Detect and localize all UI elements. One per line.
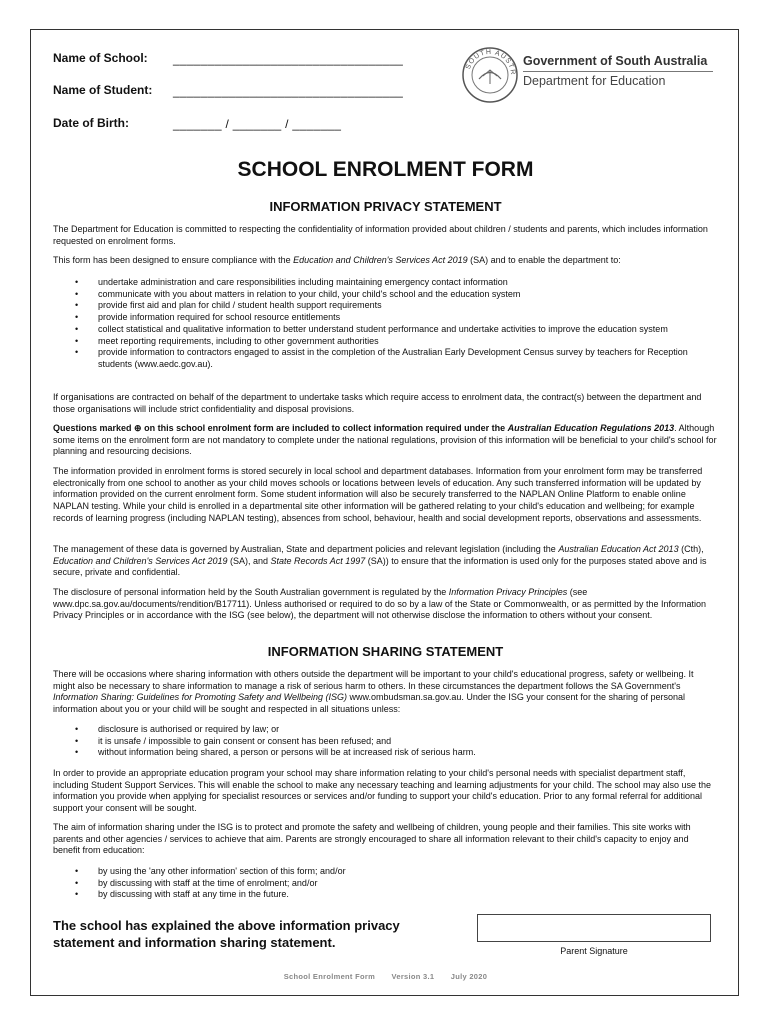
privacy-paragraph-5: The information provided in enrolment forms is stored securely in local school and department databases. Information from your enrolment form may be transferred electronically from one school to another as your child moves schools or locations between levels of education. Any such transferred information will be updated by information provided on the current enrolment form. Some student information will also be securely transferred to the NAPLAN Online Platform to enable online NAPLAN testing. While your child is enrolled in a departmental site other information will be gathered relating to your child's education and wellbeing; for example records of learning progress (including NAPLAN testing), absences from school, behaviour, health and social development reports, observations and assessments. (53, 466, 703, 523)
list-item: • by discussing with staff at any time in the future. (53, 889, 717, 901)
government-name: Government of South Australia (523, 54, 708, 68)
dob-field[interactable]: _______ / _______ / _______ (173, 117, 342, 131)
privacy-paragraph-7: The disclosure of personal information held by the South Australian government is regulated by the Information Privacy Principles (see www.dpc.sa.gov.au/documents/rendition/B17711). Unless authorised or required to do so by a law of the State or Commonwealth, or as permitted by the Information Privacy Principles or in accordance with the ISG (see below), the department will not otherwise disclose the information to others without your consent. (53, 587, 707, 621)
list-item: • it is unsafe / impossible to gain consent or consent has been refused; and (53, 736, 717, 748)
list-item: • provide information to contractors engaged to assist in the completion of the Australian Early Development Census survey by teachers for Reception students (www.aedc.gov.au). (53, 347, 717, 370)
dob-label: Date of Birth: (53, 116, 129, 130)
logo-divider (523, 71, 713, 72)
privacy-purpose-list (53, 277, 717, 371)
privacy-paragraph-4: Questions marked ⊕ on this school enrolment form are included to collect information required under the Australian Education Regulations 2013. Although some items on the enrolment form are not mandatory to complete under the national regulations, provision of this information will be beneficial to your child's school for planning and resourcing decisions. (53, 423, 717, 457)
list-item: • by discussing with staff at the time of enrolment; and/or (53, 878, 717, 890)
list-item: • collect statistical and qualitative information to better understand student performance and undertake activities to improve the education system (53, 324, 717, 336)
list-item: • communicate with you about matters in relation to your child, your child's school and the education system (53, 289, 717, 301)
department-name: Department for Education (523, 74, 666, 88)
list-item: • meet reporting requirements, including to other government authorities (53, 336, 717, 348)
page-title: SCHOOL ENROLMENT FORM (237, 158, 534, 181)
privacy-paragraph-3: If organisations are contracted on behalf of the department to undertake tasks which require access to enrolment data, the contract(s) between the department and those organisations will include strict confidentiality and disposal provisions. (53, 392, 702, 414)
sharing-heading: INFORMATION SHARING STATEMENT (267, 644, 504, 659)
parent-signature-label: Parent Signature (560, 946, 628, 956)
school-name-label: Name of School: (53, 51, 148, 65)
list-item: • provide information required for school resource entitlements (53, 312, 717, 324)
list-item: • disclosure is authorised or required by law; or (53, 724, 717, 736)
sharing-paragraph-3: The aim of information sharing under the ISG is to protect and promote the safety and wellbeing of children, young people and their families. This site works with parents and other agencies / services to achieve that aim. Parents are strongly encouraged to share all information relevant to their child's capacity to enjoy and benefit from education: (53, 822, 691, 856)
form-page (30, 29, 739, 996)
student-name-field[interactable]: _________________________________ (173, 84, 404, 98)
sharing-paragraph-1: There will be occasions where sharing information with others outside the department will be important to your child's educational progress, safety or wellbeing. It might also be necessary to share information to manage a risk of serious harm to others. In these circumstances the department follows the SA Government's Information Sharing: Guidelines for Promoting Safety and Wellbeing (ISG) www.ombudsman.sa.gov.au. Under the ISG your consent for the sharing of personal information about you or your child will be sought and respected in all situations unless: (53, 669, 694, 715)
sharing-methods-list (53, 866, 717, 901)
list-item: • undertake administration and care responsibilities including maintaining emergency contact information (53, 277, 717, 289)
privacy-paragraph-2: This form has been designed to ensure compliance with the Education and Children's Services Act 2019 (SA) and to enable the department to: (53, 255, 621, 265)
footer-form-name: School Enrolment Form (283, 972, 376, 981)
page-footer (31, 972, 740, 981)
state-seal-icon (461, 46, 519, 104)
privacy-paragraph-6: The management of these data is governed by Australian, State and department policies and relevant legislation (including the Australian Education Act 2013 (Cth), Education and Children's Services Act 2019 (SA), and State Records Act 1997 (SA)) to ensure that the information is used only for the purposes stated above and is secure, private and confidential. (53, 544, 707, 578)
sharing-paragraph-2: In order to provide an appropriate education program your school may share information relating to your child's personal needs with specialist department staff, including Student Support Services. This will enable the school to make any necessary teaching and learning adjustments for your child. The school may also use the information you provide when applying for specialist resources or services and/or funding to support your child's education. Prior to any formal referral for additional support your consent will be sought. (53, 768, 712, 814)
parent-signature-field[interactable] (477, 914, 711, 942)
list-item: • provide first aid and plan for child / student health support requirements (53, 300, 717, 312)
closing-statement: The school has explained the above information privacy statement and information sharing statement. (53, 918, 400, 950)
list-item: • without information being shared, a person or persons will be at increased risk of serious harm. (53, 747, 717, 759)
list-item: • by using the 'any other information' section of this form; and/or (53, 866, 717, 878)
seal-text: SOUTH AUSTR (464, 48, 517, 76)
school-name-field[interactable]: _________________________________ (173, 52, 404, 66)
footer-date: July 2020 (450, 972, 488, 981)
footer-version: Version 3.1 (391, 972, 435, 981)
privacy-heading: INFORMATION PRIVACY STATEMENT (269, 199, 502, 214)
student-name-label: Name of Student: (53, 83, 153, 97)
privacy-paragraph-1: The Department for Education is committed to respecting the confidentiality of information provided about children / students and parents, which includes information requested on enrolment forms. (53, 224, 708, 246)
sharing-conditions-list (53, 724, 717, 759)
